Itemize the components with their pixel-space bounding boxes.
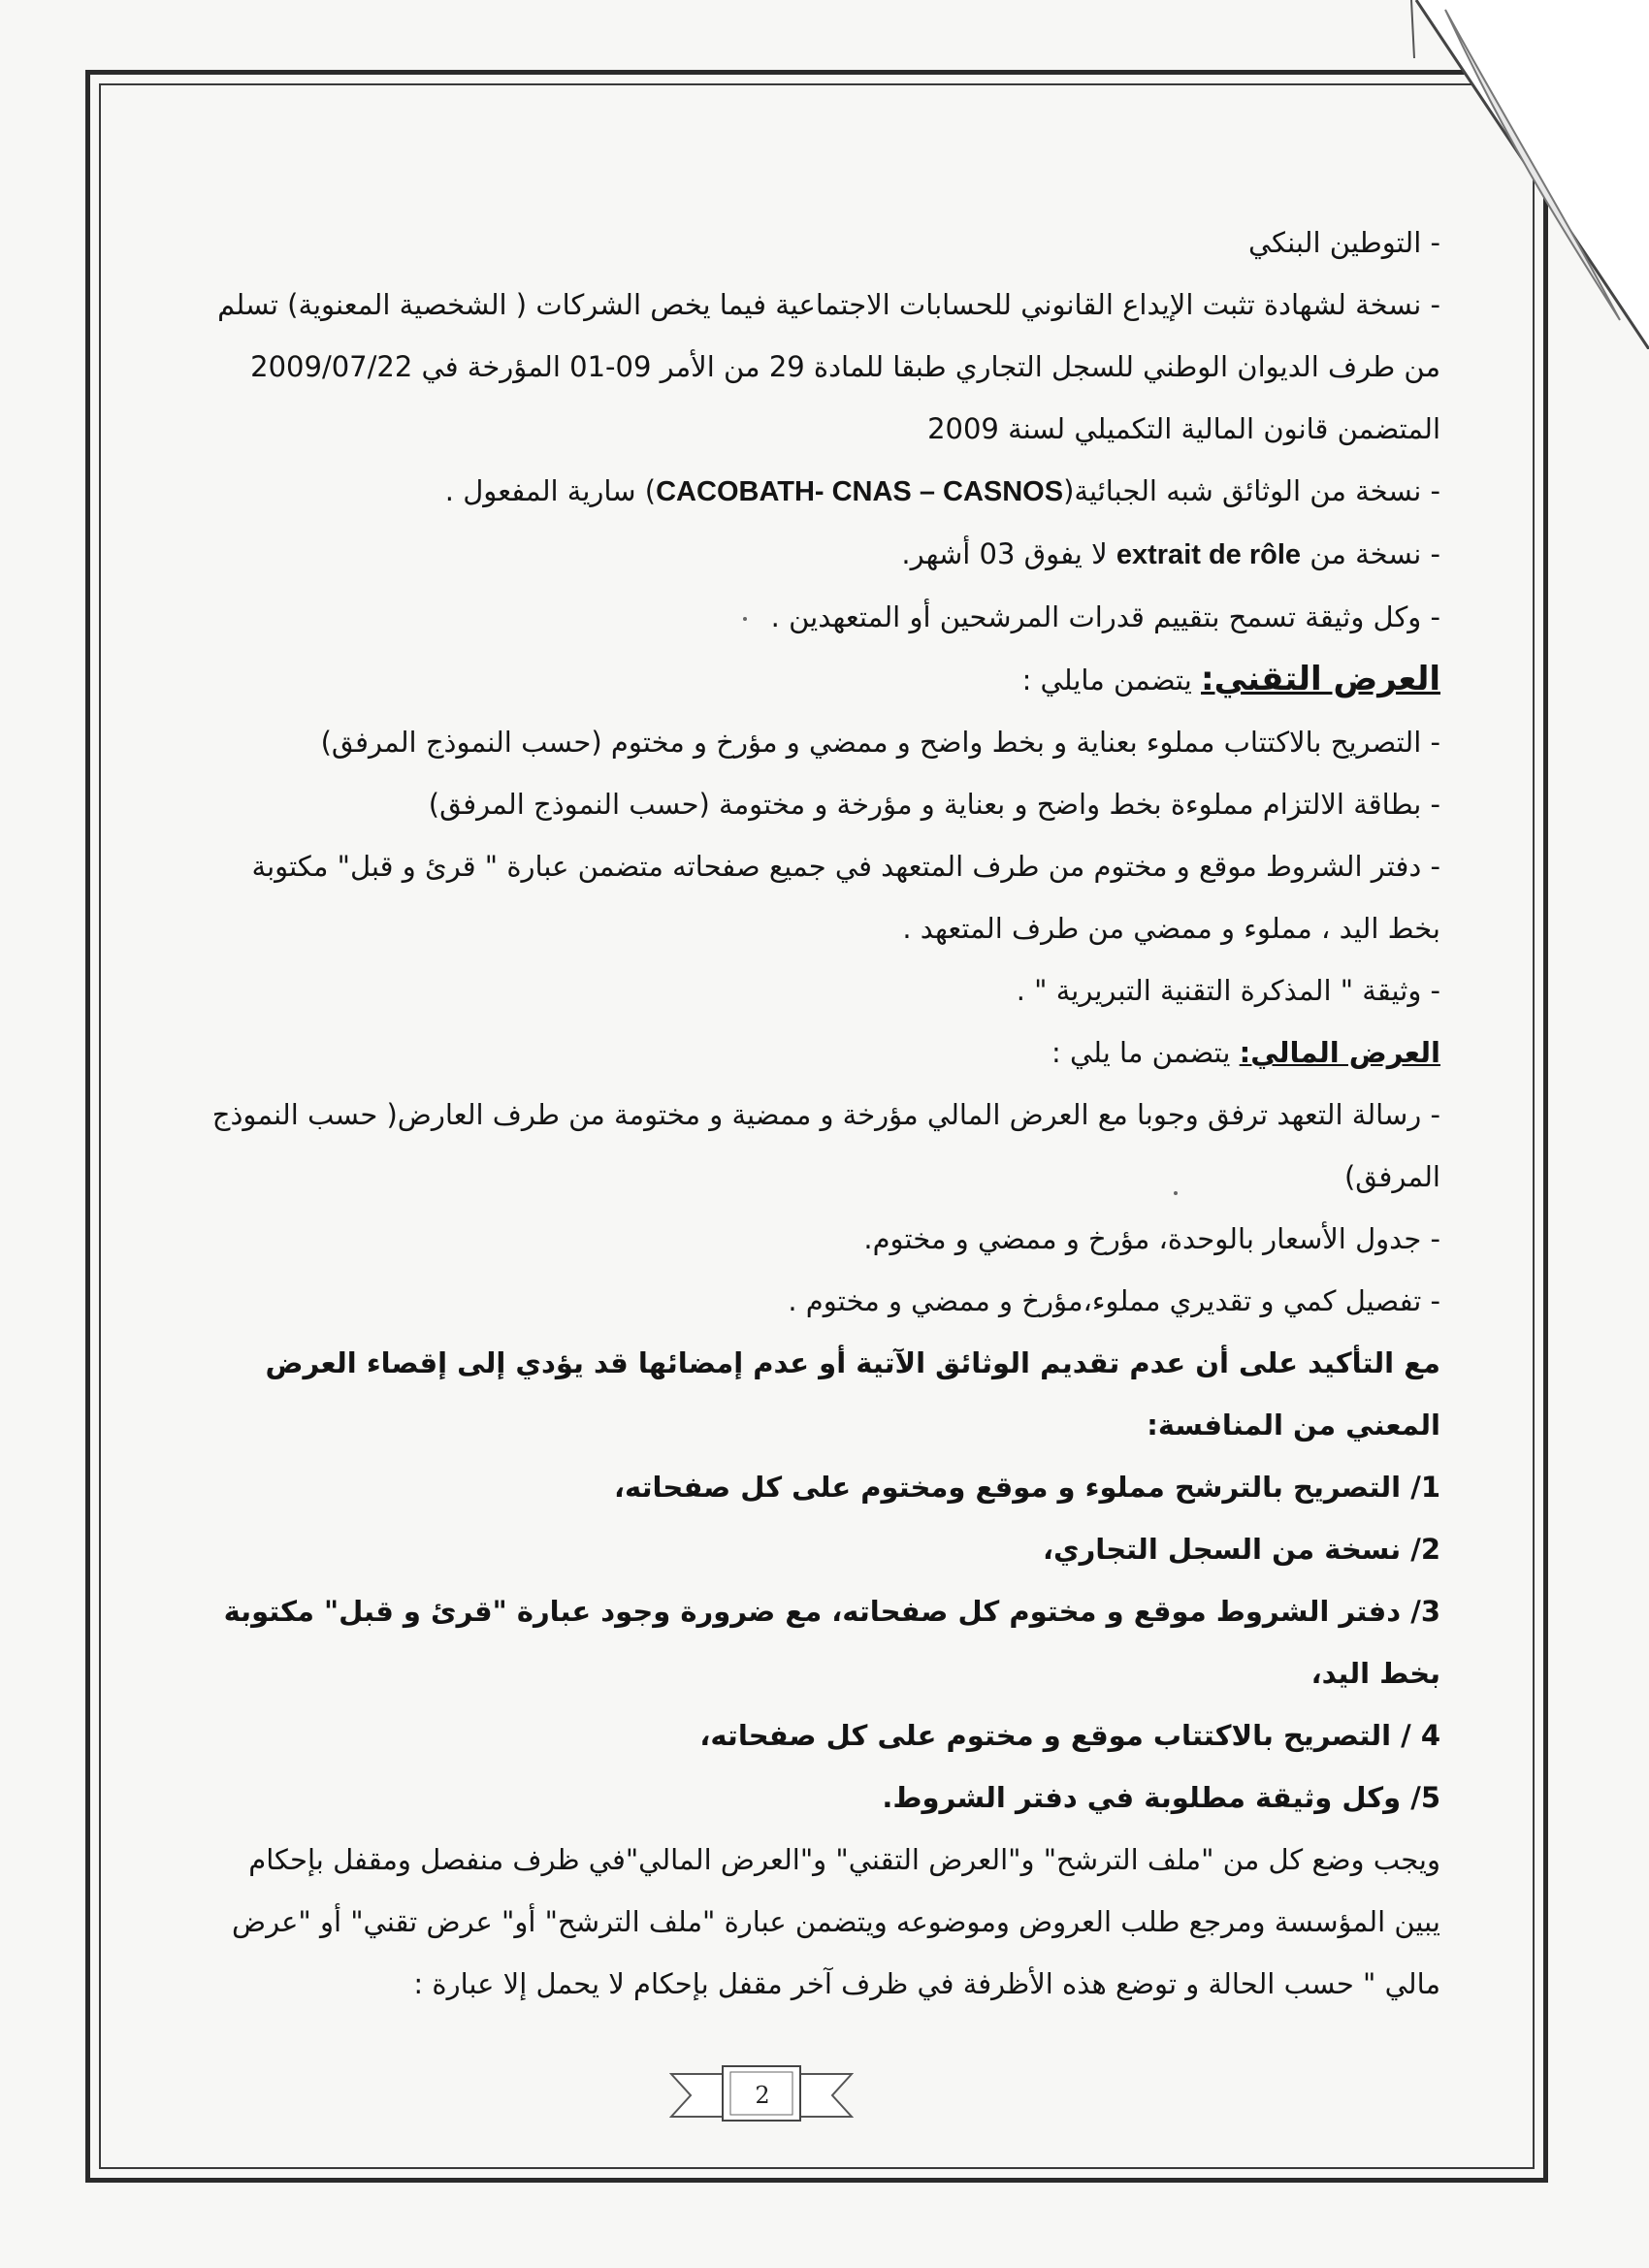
paragraph-exclusion-warning: مع التأكيد على أن عدم تقديم الوثائق الآتية أو عدم إمضائها قد يؤدي إلى إقصاء العرض المعني من المنافسة: — [265, 1346, 1440, 1442]
section-title: العرض المالي: — [1239, 1036, 1440, 1069]
latin-text: CACOBATH- CNAS – CASNOS — [656, 476, 1064, 507]
numbered-item: 2/ نسخة من السجل التجاري، — [1043, 1533, 1440, 1566]
list-item: - وثيقة " المذكرة التقنية التبريرية " . — [1016, 974, 1440, 1007]
paragraph-text: - نسخة من الوثائق شبه الجبائية( — [1063, 474, 1440, 507]
paragraph-envelope-instructions: ويجب وضع كل من "ملف الترشح" و"العرض التقني" و"العرض المالي"في ظرف منفصل ومقفل بإحكام يبين المؤسسة ومرجع طلب العروض وموضوعه ويتضمن عبارة "ملف الترشح" أو" عرض تقني" أو "عرض مالي " حسب الحالة و توضع هذه الأظرفة في ظرف آخر مقفل بإحكام لا يحمل إلا عبارة : — [232, 1843, 1440, 2000]
scan-speck — [743, 617, 747, 621]
section-intro: يتضمن مايلي : — [1021, 664, 1202, 697]
numbered-item: 1/ التصريح بالترشح مملوء و موقع ومختوم على كل صفحاته، — [614, 1471, 1440, 1504]
numbered-item: 5/ وكل وثيقة مطلوبة في دفتر الشروط. — [882, 1781, 1440, 1814]
section-technical-offer — [209, 648, 1440, 711]
paragraph-text: - نسخة من — [1301, 537, 1440, 570]
paragraph-legal-deposit-certificate: - نسخة لشهادة تثبت الإيداع القانوني للحسابات الاجتماعية فيما يخص الشركات ( الشخصية المعنوية) تسلم من طرف الديوان الوطني للسجل التجاري طبقا للمادة 29 من الأمر 09-01 المؤرخة في 2009/07/22 المتضمن قانون المالية التكميلي لسنة 2009 — [217, 288, 1440, 445]
paragraph-text: ) سارية المفعول . — [444, 474, 657, 507]
page-number: 2 — [755, 2082, 770, 2109]
list-item: - جدول الأسعار بالوحدة، مؤرخ و ممضي و مختوم. — [863, 1222, 1440, 1255]
numbered-item: 4 / التصريح بالاكتتاب موقع و مختوم على كل صفحاته، — [699, 1719, 1440, 1752]
document-body — [209, 211, 1440, 2015]
scan-speck — [1174, 1191, 1178, 1195]
section-title: العرض التقني: — [1201, 660, 1440, 698]
paragraph-parafiscal-documents — [209, 460, 1440, 523]
page-number-ribbon — [669, 2057, 854, 2134]
paragraph-text: لا يفوق 03 أشهر. — [901, 537, 1116, 570]
list-item: - رسالة التعهد ترفق وجوبا مع العرض المالي مؤرخة و ممضية و مختومة من طرف العارض( حسب النموذج المرفق) — [211, 1098, 1440, 1193]
list-item: - دفتر الشروط موقع و مختوم من طرف المتعهد في جميع صفحاته متضمن عبارة " قرئ و قبل" مكتوبة بخط اليد ، مملوء و ممضي من طرف المتعهد . — [251, 850, 1440, 945]
numbered-item: 3/ دفتر الشروط موقع و مختوم كل صفحاته، مع ضرورة وجود عبارة "قرئ و قبل" مكتوبة بخط اليد، — [223, 1595, 1440, 1690]
section-intro: يتضمن ما يلي : — [1051, 1036, 1240, 1069]
latin-text: extrait de rôle — [1116, 539, 1302, 570]
paragraph-any-document: - وكل وثيقة تسمح بتقييم قدرات المرشحين أو المتعهدين . — [770, 600, 1440, 633]
section-financial-offer — [209, 1021, 1440, 1084]
list-item: - بطاقة الالتزام مملوءة بخط واضح و بعناية و مؤرخة و مختومة (حسب النموذج المرفق) — [428, 788, 1440, 821]
paragraph-extrait-de-role — [209, 523, 1440, 586]
list-item: - تفصيل كمي و تقديري مملوء،مؤرخ و ممضي و مختوم . — [788, 1284, 1440, 1317]
list-item: - التصريح بالاكتتاب مملوء بعناية و بخط واضح و ممضي و مؤرخ و مختوم (حسب النموذج المرفق) — [320, 726, 1440, 759]
paragraph-bank-domiciliation: - التوطين البنكي — [1247, 226, 1440, 259]
